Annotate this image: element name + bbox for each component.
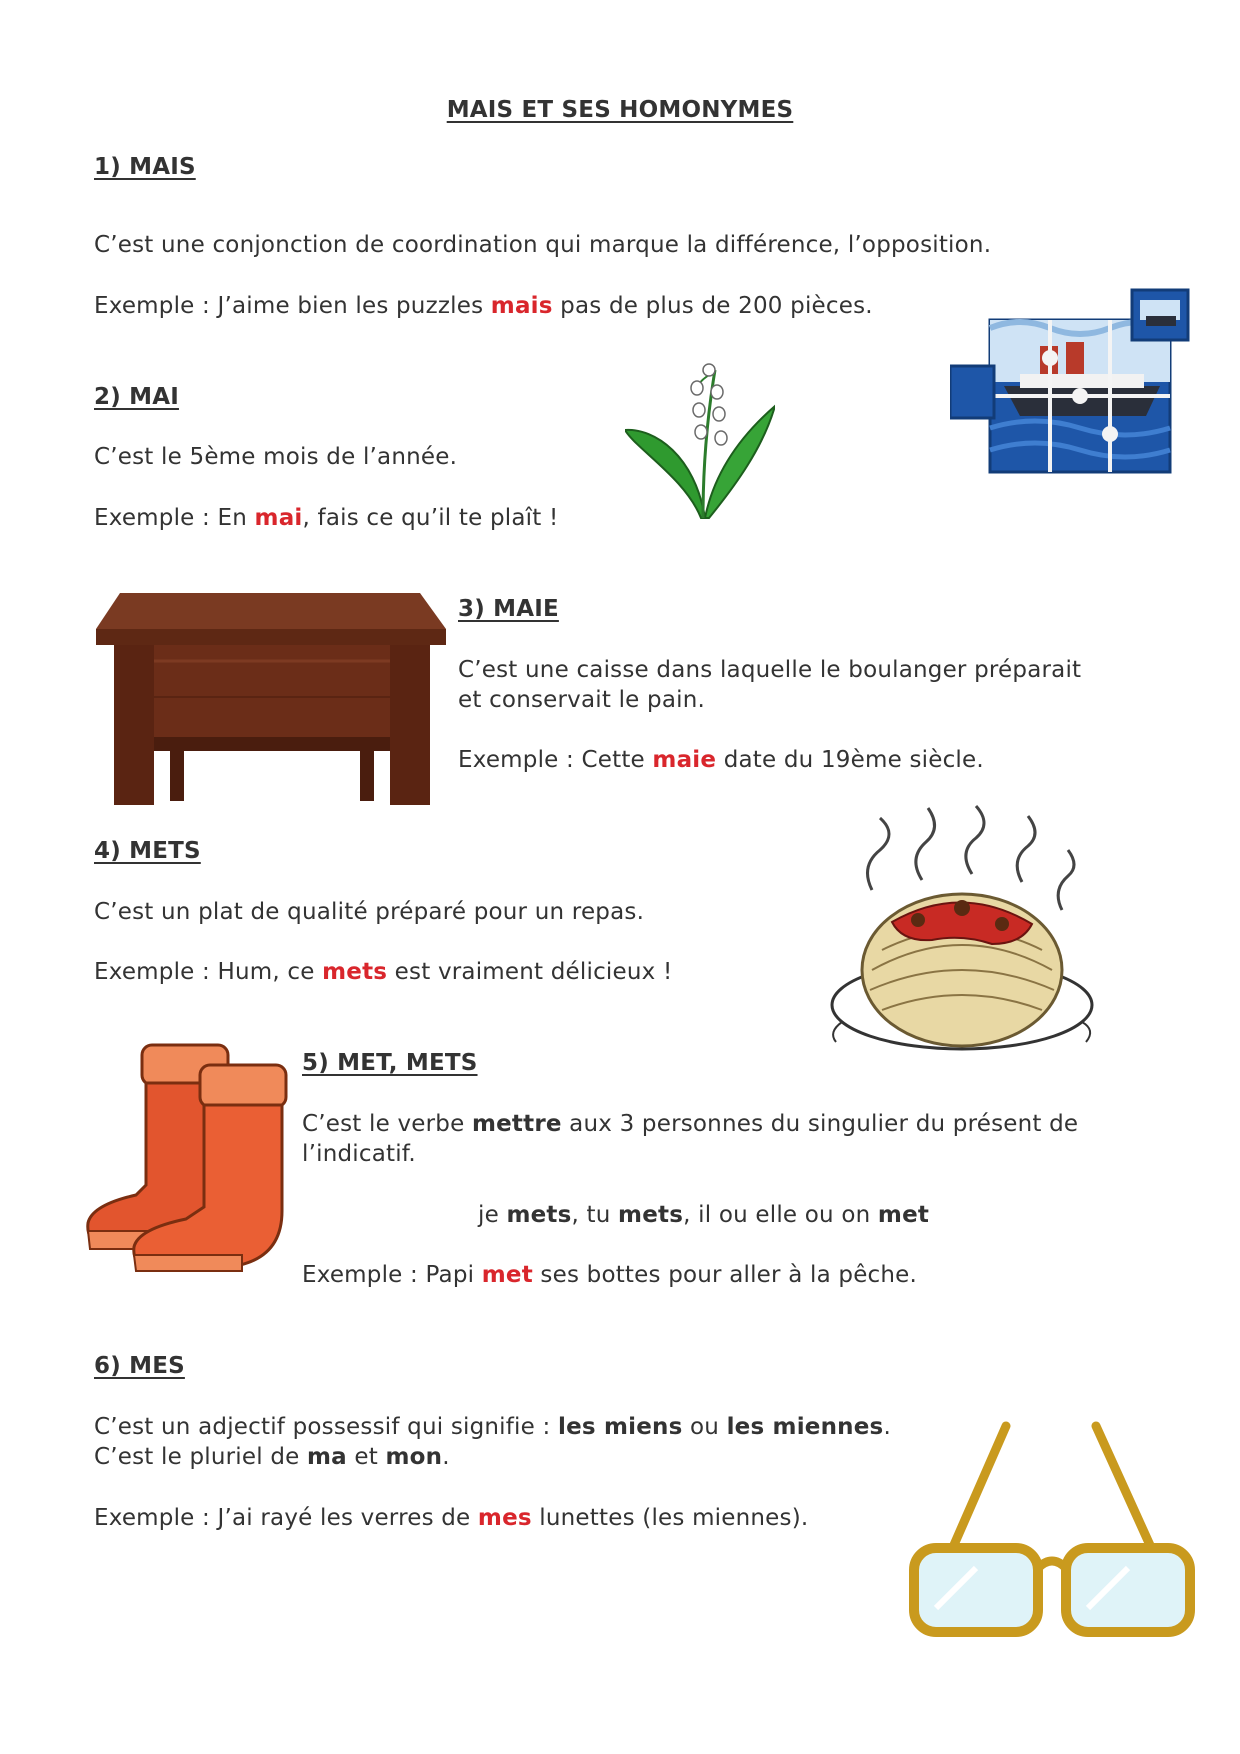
page-title: MAIS ET SES HOMONYMES xyxy=(446,97,794,123)
glasses-picture xyxy=(906,1418,1198,1638)
highlight-word: mes xyxy=(477,1505,532,1531)
wooden-chest-picture xyxy=(90,585,455,810)
highlight-word: mais xyxy=(490,293,553,319)
definition-mes-line2: C’est le pluriel de ma et mon. xyxy=(94,1444,450,1470)
example-met: Exemple : Papi met ses bottes pour aller à la pêche. xyxy=(302,1262,918,1288)
example-mets: Exemple : Hum, ce mets est vraiment délicieux ! xyxy=(94,959,673,985)
definition-maie-line1: C’est une caisse dans laquelle le boulanger préparait xyxy=(458,657,1082,683)
highlight-word: maie xyxy=(652,747,717,773)
definition-mets: C’est un plat de qualité préparé pour un repas. xyxy=(94,899,645,925)
definition-maie-line2: et conservait le pain. xyxy=(458,687,706,713)
heading-mais: 1) MAIS xyxy=(94,154,196,180)
heading-mets: 4) METS xyxy=(94,838,201,864)
definition-mes-line1: C’est un adjectif possessif qui signifie : les miens ou les miennes. xyxy=(94,1414,891,1440)
heading-mes: 6) MES xyxy=(94,1353,185,1379)
conjugation-line: je mets, tu mets, il ou elle ou on met xyxy=(478,1202,930,1228)
highlight-word: mai xyxy=(254,505,303,531)
definition-met-line1: C’est le verbe mettre aux 3 personnes du singulier du présent de xyxy=(302,1111,1079,1137)
puzzle-ship-picture xyxy=(950,288,1200,478)
example-mais: Exemple : J’aime bien les puzzles mais pas de plus de 200 pièces. xyxy=(94,293,873,319)
definition-met-line2: l’indicatif. xyxy=(302,1141,416,1167)
highlight-word: mets xyxy=(322,959,388,985)
heading-mai: 2) MAI xyxy=(94,384,179,410)
definition-mai: C’est le 5ème mois de l’année. xyxy=(94,444,458,470)
highlight-word: met xyxy=(481,1262,533,1288)
example-maie: Exemple : Cette maie date du 19ème siècle. xyxy=(458,747,984,773)
heading-maie: 3) MAIE xyxy=(458,596,559,622)
definition-mais: C’est une conjonction de coordination qui marque la différence, l’opposition. xyxy=(94,232,992,258)
red-boots-picture xyxy=(82,1035,297,1275)
heading-met-mets: 5) MET, METS xyxy=(302,1050,478,1076)
example-mes: Exemple : J’ai rayé les verres de mes lunettes (les miennes). xyxy=(94,1505,809,1531)
spaghetti-picture xyxy=(812,800,1112,1060)
lily-of-the-valley-picture xyxy=(625,358,775,522)
example-mai: Exemple : En mai, fais ce qu’il te plaît ! xyxy=(94,505,559,531)
